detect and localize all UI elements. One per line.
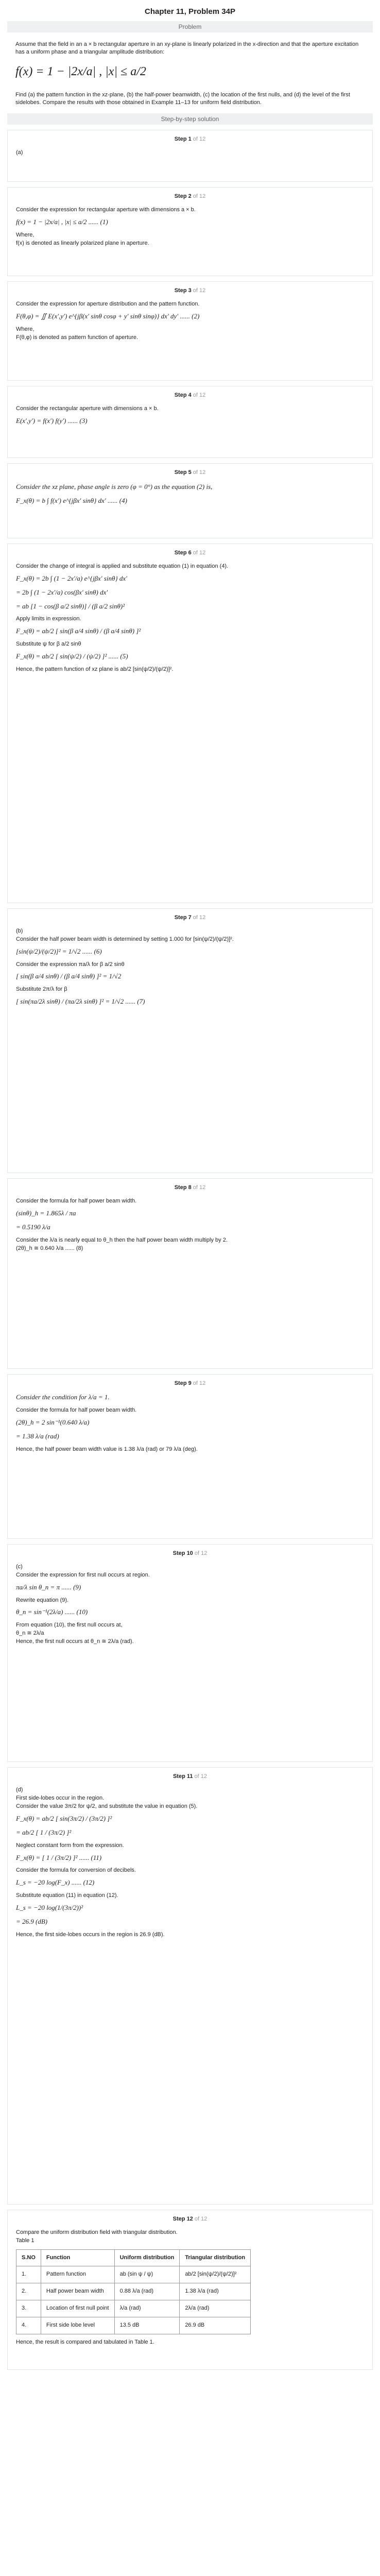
step-line: f(x) is denoted as linearly polarized plane in aperture. [16,240,149,247]
step-spacer [16,1646,364,1754]
step-line: F_x(θ) = [ 1 / (3π/2) ]² ...... (11) [16,1853,102,1861]
step-of: of 12 [193,914,206,921]
table-cell: 26.9 dB [180,2317,251,2334]
step-line: F_x(θ) = 2b ∫ (1 − 2x′/a) e^{jβx′ sinθ} dx′ [16,574,128,582]
step-of: of 12 [193,1184,206,1191]
step-line: Hence, the first side-lobes occurs in the region is 26.9 (dB). [16,1931,165,1938]
step-line: F(θ,φ) = ∬ E(x′,y′) e^{jβ(x′ sinθ cosφ + y′ sinθ sinφ)} dx′ dy′ ...... (2) [16,312,200,320]
step-number: Step 6 [174,549,193,556]
step-line: Substitute 2π/λ for β [16,986,67,993]
step-heading [16,914,364,922]
step-heading [16,469,364,477]
step-line: = 2b ∫ (1 − 2x′/a) cos(βx′ sinθ) dx′ [16,588,108,596]
step-line: (d) [16,1787,23,1793]
step-line: F_x(θ) = ab/2 [ sin(ψ/2) / (ψ/2) ]² ...... (5) [16,652,128,660]
table-header-cell: Uniform distribution [114,2249,180,2266]
step-line: Consider the xz plane, phase angle is zero (φ = 0°) as the equation (2) is, [16,483,213,491]
step-line: Consider the value 3π/2 for ψ/2, and substitute the value in equation (5). [16,1803,198,1809]
step-card [7,1374,373,1539]
table-cell: ab (sin ψ / ψ) [114,2266,180,2283]
problem-statement: Assume that the field in an a × b rectangular aperture in an xy-plane is linearly polarized in the x-direction and that the aperture excitation has a uniform phase and a triangular amplitude distribution: [15,41,359,56]
step-line: = ab/2 [ 1 / (3π/2) ]² [16,1828,72,1836]
step-spacer [16,1253,364,1361]
step-line: (2θ)_h ≅ 0.640 λ/a ...... (8) [16,1245,83,1251]
step-line: Consider the formula for conversion of decibels. [16,1867,136,1874]
step-line: F(θ,φ) is denoted as pattern function of aperture. [16,334,139,341]
step-number: Step 3 [174,287,193,294]
page-title: Chapter 11, Problem 34P [145,7,235,16]
step-line: Hence, the result is compared and tabulated in Table 1. [16,2339,154,2346]
step-of: of 12 [193,193,206,200]
step-line: First side-lobes occur in the region. [16,1795,105,1801]
step-of: of 12 [193,549,206,556]
step-card [7,908,373,1173]
step-line: Substitute equation (11) in equation (12). [16,1892,118,1899]
step-number: Step 8 [174,1184,193,1191]
step-card [7,187,373,276]
table-row [16,2266,251,2283]
step-card [7,130,373,182]
step-line: θ_n ≅ 2λ/a [16,1630,44,1637]
step-number: Step 5 [174,469,193,476]
step-number: Step 7 [174,914,193,921]
step-heading [16,135,364,144]
step-line: L_s = −20 log(F_x) ...... (12) [16,1878,95,1887]
step-card [7,1544,373,1762]
step-heading [16,1380,364,1388]
step-line: = 26.9 (dB) [16,1917,48,1925]
step-line: Apply limits in expression. [16,616,81,622]
step-line: Hence, the half power beam width value is 1.38 λ/a (rad) or 79 λ/a (deg). [16,1446,198,1452]
step-line: πa/λ sin θ_n = π ...... (9) [16,1583,81,1591]
step-of: of 12 [193,469,206,476]
step-line: (sinθ)_h = 1.865λ / πa [16,1209,76,1217]
step-number: Step 12 [172,2215,195,2222]
table-cell: 3. [16,2300,41,2317]
step-line: θ_n = sin⁻¹(2λ/a) ...... (10) [16,1608,88,1616]
table-cell: 2. [16,2283,41,2300]
solution-bar: Step-by-step solution [7,113,373,125]
problem-question: Find (a) the pattern function in the xz-plane, (b) the half-power beamwidth, (c) the location of the first nulls, and (d) the level of the first sidelobes. Compare the results with those obtained in Example 11–13 for uniform field distribution. [15,91,350,106]
step-heading [16,2215,364,2224]
step-number: Step 10 [172,1550,195,1556]
step-line: From equation (10), the first null occurs at, [16,1622,123,1629]
step-line: Hence, the first null occurs at θ_n ≅ 2λ/a (rad). [16,1638,134,1645]
step-of: of 12 [193,392,206,398]
table-header-cell: Triangular distribution [180,2249,251,2266]
step-of: of 12 [193,287,206,294]
step-card [7,1178,373,1368]
step-number: Step 4 [174,392,193,398]
step-of: of 12 [194,2215,208,2222]
problem-formula: f(x) = 1 − |2x/a| , |x| ≤ a/2 [15,64,146,78]
step-line: (c) [16,1563,23,1570]
table-cell: 4. [16,2317,41,2334]
step-spacer [16,248,364,268]
step-heading [16,1550,364,1558]
step-line: F_x(θ) = ab/2 [ sin(3π/2) / (3π/2) ]² [16,1814,112,1822]
step-number: Step 2 [174,193,193,200]
table-cell: λ/a (rad) [114,2300,180,2317]
table-cell: 13.5 dB [114,2317,180,2334]
step-line: f(x) = 1 − |2x/a| , |x| ≤ a/2 ...... (1) [16,218,108,226]
step-line: Consider the expression πa/λ for β a/2 sinθ [16,961,125,968]
step-of: of 12 [193,135,206,142]
table-header-cell: Function [41,2249,114,2266]
step-spacer [16,1454,364,1531]
table-row [16,2300,251,2317]
step-spacer [16,1011,364,1165]
step-line: (2θ)_h = 2 sin⁻¹(0.640 λ/a) [16,1418,90,1427]
step-line: [sin(ψ/2)/(ψ/2)]² = 1/√2 ...... (6) [16,947,102,955]
step-heading [16,287,364,295]
steps-container [0,130,380,2370]
footer-pad [0,2370,380,2382]
step-line: Table 1 [16,2237,34,2244]
step-card [7,1767,373,2205]
step-line: Consider the expression for rectangular aperture with dimensions a × b. [16,207,196,213]
step-line: Consider the formula for half power beam width. [16,1198,137,1205]
step-line: Consider the change of integral is applied and substitute equation (1) in equation (4). [16,563,229,569]
step-line: [ sin(β a/4 sinθ) / (β a/4 sinθ) ]² = 1/√2 [16,972,122,980]
step-of: of 12 [194,1550,208,1556]
step-spacer [16,430,364,450]
step-card [7,463,373,538]
table-header-row [16,2249,251,2266]
step-line: Substitute ψ for β a/2 sinθ [16,641,81,648]
step-line: Compare the uniform distribution field with triangular distribution. [16,2229,178,2235]
step-line: [ sin(πa/2λ sinθ) / (πa/2λ sinθ) ]² = 1/√2 ...... (7) [16,997,145,1006]
step-of: of 12 [194,1773,208,1780]
table-cell: 1.38 λ/a (rad) [180,2283,251,2300]
step-line: Consider the condition for λ/a = 1. [16,1393,110,1401]
step-heading [16,549,364,557]
step-heading [16,1184,364,1192]
step-spacer [16,1939,364,2197]
step-spacer [16,2347,364,2362]
table-cell: 2λ/a (rad) [180,2300,251,2317]
table-row [16,2317,251,2334]
step-line: (a) [16,149,23,156]
step-card [7,544,373,903]
table-cell: First side lobe level [41,2317,114,2334]
problem-bar: Problem [7,21,373,32]
step-number: Step 9 [174,1380,193,1386]
table-cell: Location of first null point [41,2300,114,2317]
step-line: (b) [16,927,23,934]
comparison-table [16,2249,251,2335]
step-line: = ab [1 − cos(β a/2 sinθ)] / (β a/2 sinθ)² [16,602,125,610]
table-cell: 1. [16,2266,41,2283]
step-line: Where, [16,326,34,332]
table-cell: Pattern function [41,2266,114,2283]
step-spacer [16,510,364,531]
step-line: Consider the λ/a is nearly equal to θ_h then the half power beam width multiply by 2. [16,1236,228,1243]
step-number: Step 1 [174,135,193,142]
step-line: E(x′,y′) = f(x′) f(y′) ...... (3) [16,416,88,425]
step-card [7,281,373,381]
step-line: Hence, the pattern function of xz plane is ab/2 [sin(ψ/2)/(ψ/2)]². [16,666,174,672]
step-line: Consider the formula for half power beam width. [16,1407,137,1414]
step-spacer [16,342,364,373]
step-spacer [16,157,364,174]
step-line: Rewrite equation (9). [16,1597,69,1603]
step-line: F_x(θ) = ab/2 [ sin(β a/4 sinθ) / (β a/4 sinθ) ]² [16,627,141,635]
step-line: = 0.5190 λ/a [16,1223,50,1231]
step-line: Consider the rectangular aperture with dimensions a × b. [16,405,159,412]
table-cell: 0.88 λ/a (rad) [114,2283,180,2300]
step-line: Consider the half power beam width is determined by setting 1.000 for [sin(ψ/2)/(ψ/2)]². [16,936,234,942]
table-cell: Half power beam width [41,2283,114,2300]
step-card [7,2210,373,2370]
step-line: = 1.38 λ/a (rad) [16,1432,59,1440]
step-line: Consider the expression for first null occurs at region. [16,1571,150,1578]
step-line: F_x(θ) = b ∫ f(x′) e^{jβx′ sinθ} dx′ ...... (4) [16,497,127,505]
step-number: Step 11 [172,1773,195,1780]
step-of: of 12 [193,1380,206,1386]
step-heading [16,193,364,201]
step-heading [16,392,364,400]
table-cell: ab/2 [sin(ψ/2)/(ψ/2)]² [180,2266,251,2283]
step-line: Neglect constant form from the expression. [16,1842,124,1849]
step-heading [16,1773,364,1781]
step-spacer [16,674,364,895]
table-row [16,2283,251,2300]
step-card [7,386,373,459]
step-line: L_s = −20 log(1/(3π/2))² [16,1904,83,1912]
table-header-cell: S.NO [16,2249,41,2266]
step-line: Consider the expression for aperture distribution and the pattern function. [16,300,200,307]
step-line: Where, [16,232,34,239]
